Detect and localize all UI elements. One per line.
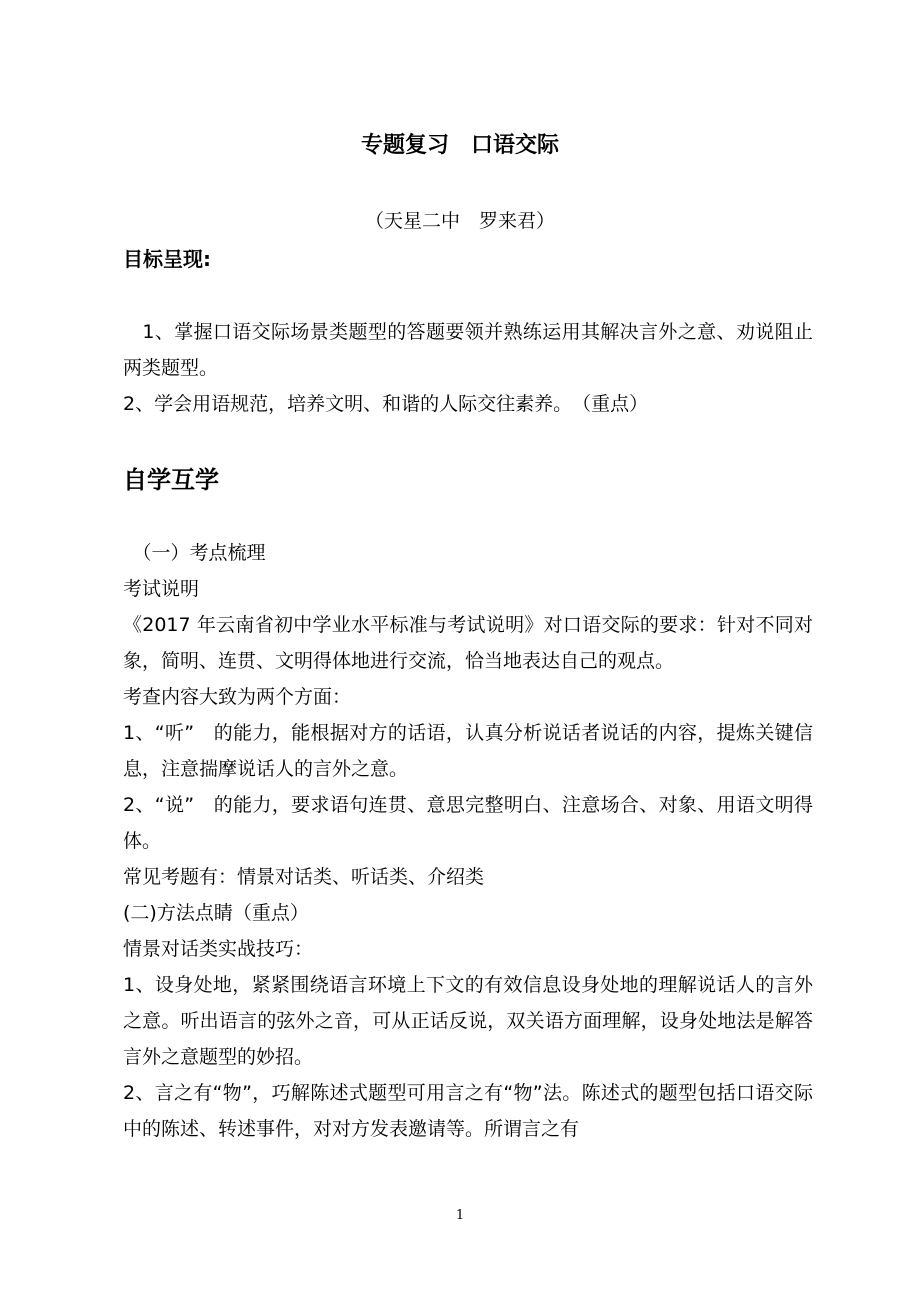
paragraph: 《2017 年云南省初中学业水平标准与考试说明》对口语交际的要求：针对不同对象，简明、连贯、文明得体地进行交流，恰当地表达自己的观点。 bbox=[123, 614, 813, 672]
goal-item-1: 1、掌握口语交际场景类题型的答题要领并熟练运用其解决言外之意、劝说阻止两类题型。 bbox=[123, 321, 813, 379]
paragraph: （一）考点梳理 bbox=[123, 542, 266, 564]
paragraph: (二)方法点睛（重点） bbox=[123, 902, 309, 924]
page-number: 1 bbox=[455, 1208, 465, 1223]
paragraph: 情景对话类实战技巧： bbox=[123, 938, 314, 960]
paragraph: 考试说明 bbox=[123, 578, 200, 600]
paragraph: 2、“说” 的能力，要求语句连贯、意思完整明白、注意场合、对象、用语文明得体。 bbox=[123, 794, 813, 852]
paragraph: 1、设身处地，紧紧围绕语言环境上下文的有效信息设身处地的理解说话人的言外之意。听出语言的弦外之音，可从正话反说，双关语方面理解，设身处地法是解答言外之意题型的妙招。 bbox=[123, 974, 813, 1068]
section-body bbox=[123, 535, 813, 1147]
section-heading: 自学互学 bbox=[123, 466, 219, 494]
paragraph: 2、言之有“物”，巧解陈述式题型可用言之有“物”法。陈述式的题型包括口语交际中的陈述、转述事件，对对方发表邀请等。所谓言之有 bbox=[123, 1082, 813, 1140]
document-title: 专题复习 口语交际 bbox=[360, 133, 559, 158]
goals-heading: 目标呈现: bbox=[123, 247, 211, 271]
paragraph: 常见考题有：情景对话类、听话类、介绍类 bbox=[123, 866, 485, 888]
paragraph: 1、“听” 的能力，能根据对方的话语，认真分析说话者说话的内容，提炼关键信息，注意揣摩说话人的言外之意。 bbox=[123, 722, 813, 780]
goals-list bbox=[123, 314, 813, 422]
author-line: （天星二中 罗来君） bbox=[364, 210, 555, 232]
paragraph: 考查内容大致为两个方面： bbox=[123, 686, 352, 708]
goal-item-2: 2、学会用语规范，培养文明、和谐的人际交往素养。 （重点） bbox=[123, 393, 649, 415]
